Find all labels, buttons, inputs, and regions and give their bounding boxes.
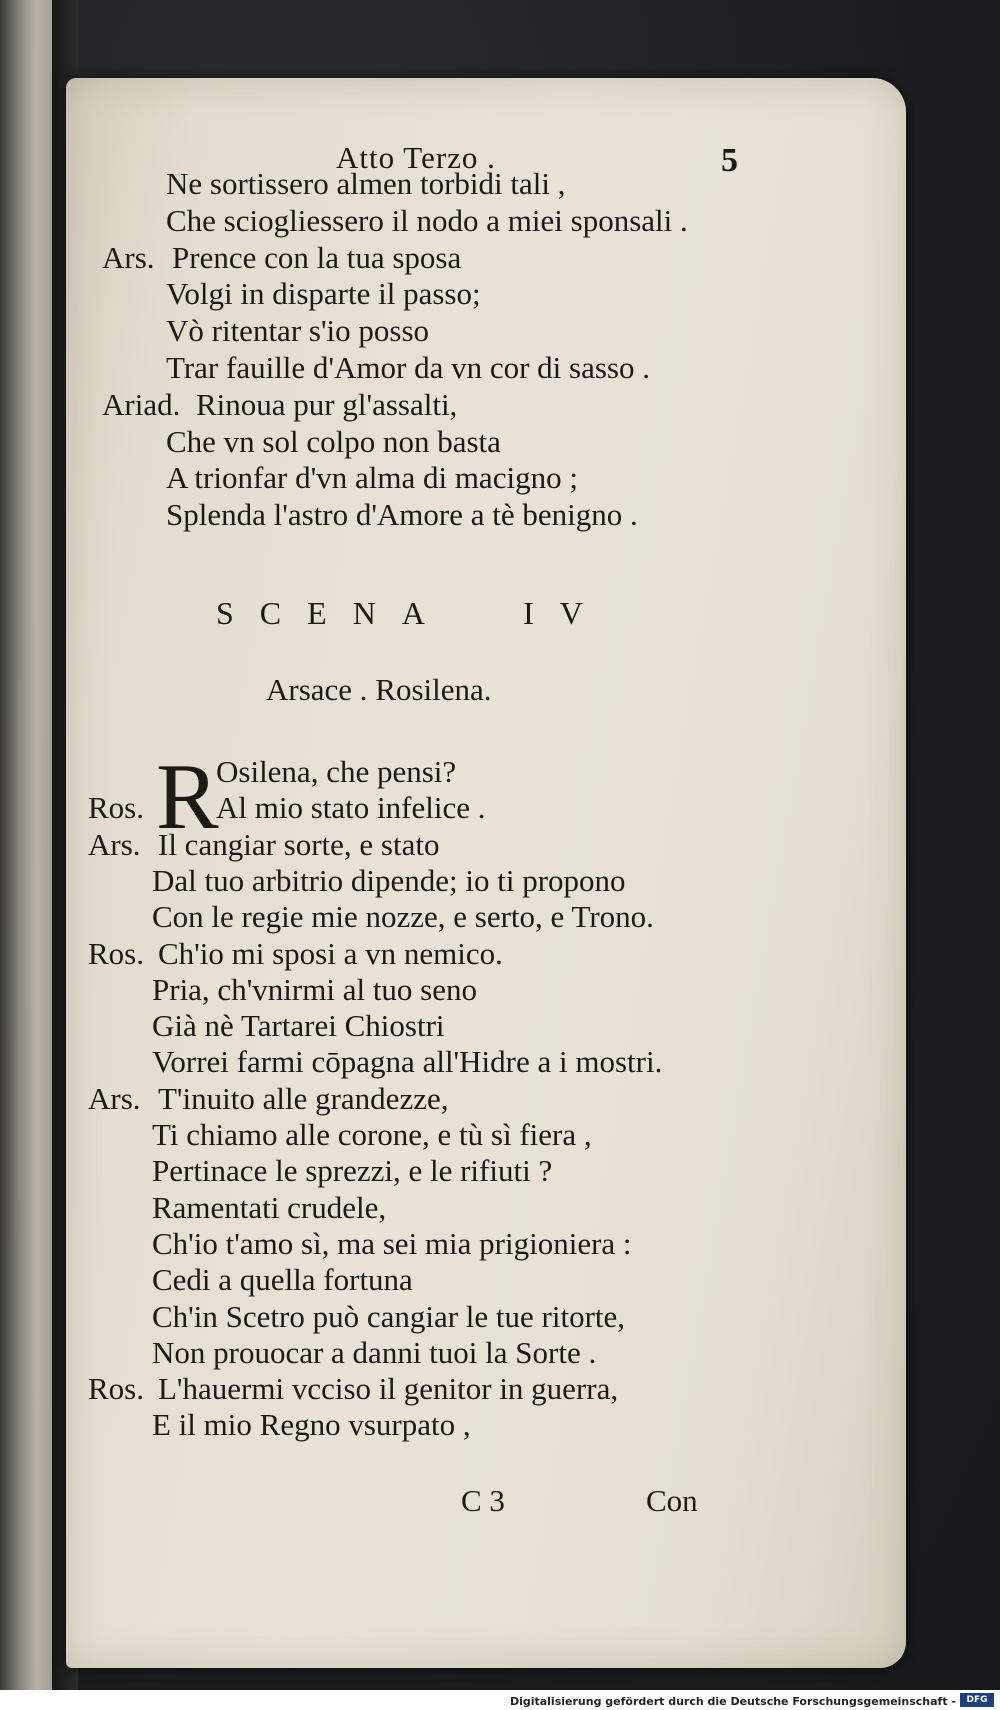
- catchword: Con: [646, 1483, 698, 1518]
- verse-text: Volgi in disparte il passo;: [166, 276, 481, 312]
- verse-text: Non prouocar a danni tuoi la Sorte .: [152, 1334, 597, 1370]
- verse-text: Pertinace le sprezzi, e le rifiuti ?: [152, 1153, 553, 1189]
- verse-text: Con le regie mie nozze, e serto, e Trono.: [152, 899, 654, 935]
- verse-text: Già nè Tartarei Chiostri: [152, 1008, 445, 1044]
- verse-text: Ti chiamo alle corone, e tù sì fiera ,: [152, 1117, 592, 1152]
- speaker-label: Ars.: [88, 1080, 141, 1116]
- verse-text: Il cangiar sorte, e stato: [158, 826, 440, 862]
- speaker-label: Ars.: [88, 826, 141, 862]
- page-number: 5: [721, 142, 738, 179]
- verse-text: T'inuito alle grandezze,: [158, 1080, 449, 1116]
- speaker-label: Ars.: [102, 239, 155, 275]
- verse-text: A trionfar d'vn alma di macigno ;: [166, 460, 578, 496]
- running-head: Atto Terzo .: [336, 140, 496, 175]
- speaker-label: Ros.: [88, 1371, 144, 1407]
- verse-text: Ramentati crudele,: [152, 1189, 387, 1225]
- speaker-label: Ros.: [88, 935, 144, 971]
- scene-title: SCENA IV: [216, 595, 609, 631]
- footer-bar: [0, 1690, 1000, 1710]
- book-page: [66, 78, 906, 1668]
- verse-text: Osilena, che pensi?: [216, 754, 457, 789]
- page-text: [66, 78, 906, 1668]
- verse-text: Che sciogliessero il nodo a miei sponsali .: [166, 202, 688, 238]
- drop-cap: R: [156, 745, 219, 849]
- verse-text: Che vn sol colpo non basta: [166, 423, 501, 459]
- verse-text: Cedi a quella fortuna: [152, 1262, 413, 1298]
- verse-text: Ch'io t'amo sì, ma sei mia prigioniera :: [152, 1225, 632, 1261]
- verse-text: E il mio Regno vsurpato ,: [152, 1407, 471, 1443]
- footer-credit: Digitalisierung gefördert durch die Deutsche Forschungsgemeinschaft -: [509, 1695, 956, 1708]
- verse-text: Ch'io mi sposi a vn nemico.: [158, 935, 503, 971]
- verse-text: Al mio stato infelice .: [216, 790, 486, 826]
- facing-page-edge: [0, 0, 52, 1690]
- verse-text: Ne sortissero almen torbidi tali ,: [166, 166, 566, 201]
- verse-text: Pria, ch'vnirmi al tuo seno: [152, 971, 478, 1007]
- verse-text: Ch'in Scetro può cangiar le tue ritorte,: [152, 1298, 626, 1334]
- verse-text: Vorrei farmi cōpagna all'Hidre a i mostri.: [152, 1044, 663, 1080]
- verse-text: Prence con la tua sposa: [172, 239, 462, 275]
- dfg-logo: DFG: [960, 1693, 994, 1707]
- verse-text: Dal tuo arbitrio dipende; io ti propono: [152, 862, 626, 898]
- verse-text: Vò ritentar s'io posso: [166, 313, 430, 349]
- scene-characters: Arsace . Rosilena.: [266, 672, 492, 707]
- verse-text: Splenda l'astro d'Amore a tè benigno .: [166, 497, 638, 533]
- verse-text: Trar fauille d'Amor da vn cor di sasso .: [166, 350, 650, 385]
- speaker-label: Ros.: [88, 790, 144, 826]
- verse-text: Rinoua pur gl'assalti,: [196, 386, 458, 422]
- speaker-label: Ariad.: [102, 386, 181, 422]
- verse-text: L'hauermi vcciso il genitor in guerra,: [158, 1371, 619, 1407]
- signature-mark: C 3: [461, 1483, 505, 1518]
